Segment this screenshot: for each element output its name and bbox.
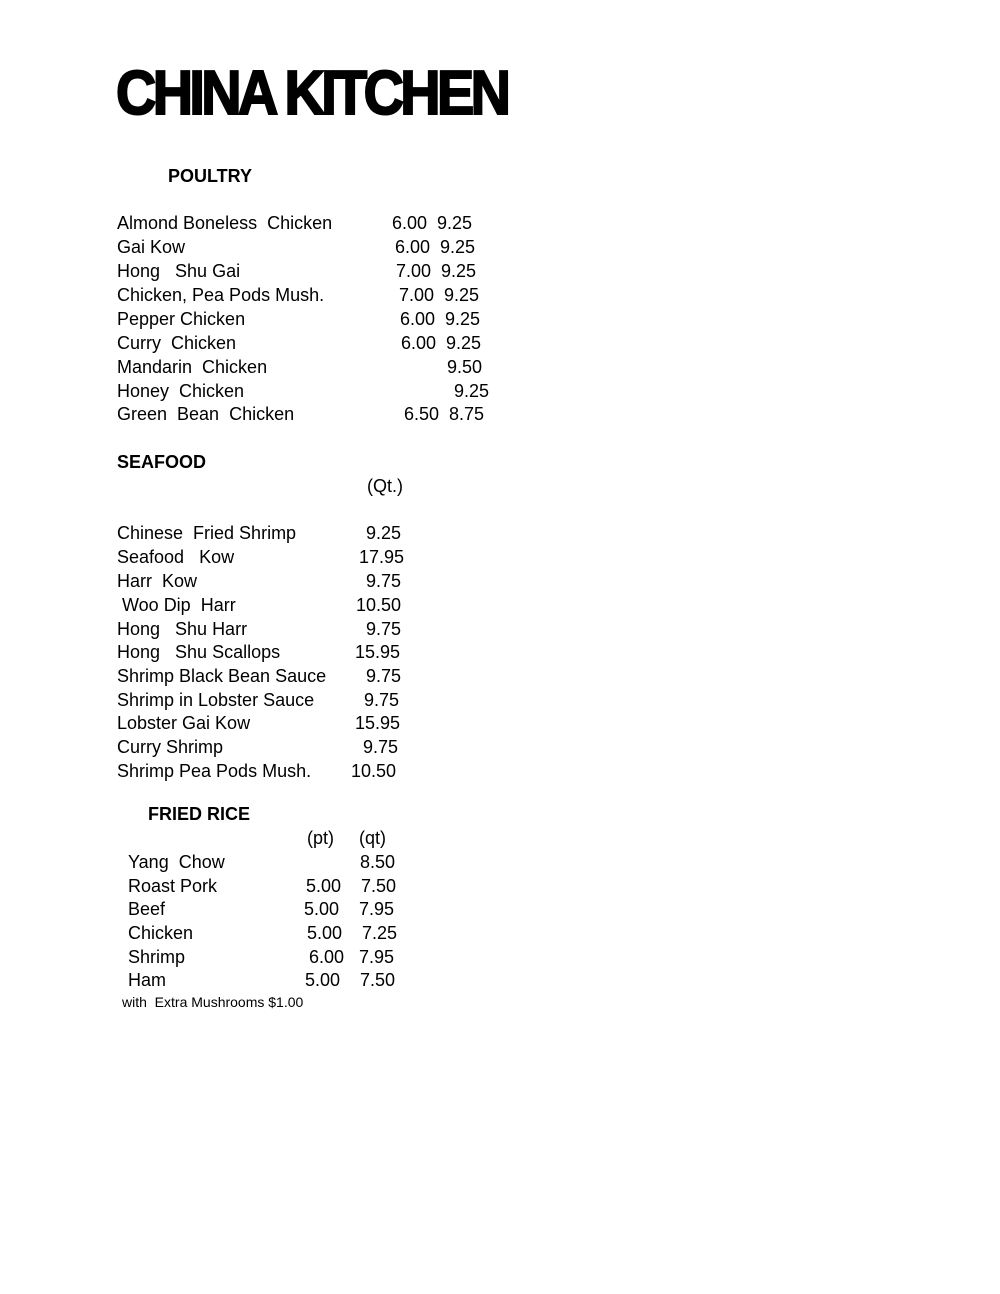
item-price: 15.95 xyxy=(355,713,401,733)
item-name: Curry Chicken xyxy=(117,333,237,353)
item-name: Pepper Chicken xyxy=(117,309,246,329)
item-name: Lobster Gai Kow xyxy=(117,713,251,733)
item-name: Hong Shu Harr xyxy=(117,619,248,639)
page-title: CHINA KITCHEN xyxy=(116,59,508,128)
item-price-qt: 7.95 xyxy=(359,899,395,919)
item-prices: 6.50 8.75 xyxy=(404,404,485,424)
item-price-qt: 8.50 xyxy=(360,852,396,872)
item-name: Gai Kow xyxy=(117,237,186,257)
item-price-qt: 7.25 xyxy=(362,923,398,943)
item-name: Shrimp Black Bean Sauce xyxy=(117,666,327,686)
item-name: Harr Kow xyxy=(117,571,198,591)
extra-mushrooms-note: with Extra Mushrooms $1.00 xyxy=(122,994,304,1010)
section-heading-poultry: POULTRY xyxy=(168,166,252,186)
item-name: Ham xyxy=(128,970,167,990)
item-name: Shrimp xyxy=(128,947,186,967)
item-prices: 9.50 xyxy=(447,357,483,377)
item-name: Chinese Fried Shrimp xyxy=(117,523,297,543)
size-label-qt: (Qt.) xyxy=(367,476,403,496)
item-price-pt: 5.00 xyxy=(305,970,341,990)
item-name: Almond Boneless Chicken xyxy=(117,213,333,233)
item-price: 10.50 xyxy=(351,761,397,781)
item-name: Curry Shrimp xyxy=(117,737,224,757)
item-name: Beef xyxy=(128,899,166,919)
item-name: Woo Dip Harr xyxy=(117,595,236,615)
item-name: Chicken xyxy=(128,923,194,943)
item-price: 9.75 xyxy=(366,619,402,639)
item-price: 9.75 xyxy=(364,690,400,710)
item-price: 9.75 xyxy=(363,737,399,757)
item-prices: 6.00 9.25 xyxy=(395,237,476,257)
item-price: 9.75 xyxy=(366,571,402,591)
item-price-qt: 7.50 xyxy=(361,876,397,896)
item-name: Green Bean Chicken xyxy=(117,404,295,424)
item-name: Chicken, Pea Pods Mush. xyxy=(117,285,325,305)
item-name: Mandarin Chicken xyxy=(117,357,268,377)
item-price: 9.25 xyxy=(366,523,402,543)
section-heading-seafood: SEAFOOD xyxy=(117,452,207,472)
item-name: Shrimp Pea Pods Mush. xyxy=(117,761,312,781)
item-prices: 7.00 9.25 xyxy=(396,261,477,281)
item-price-pt: 5.00 xyxy=(307,923,343,943)
column-header-pt: (pt) xyxy=(307,828,334,848)
item-price-qt: 7.95 xyxy=(359,947,395,967)
item-price-qt: 7.50 xyxy=(360,970,396,990)
item-name: Hong Shu Scallops xyxy=(117,642,281,662)
item-prices: 9.25 xyxy=(454,381,490,401)
item-prices: 7.00 9.25 xyxy=(399,285,480,305)
item-name: Honey Chicken xyxy=(117,381,245,401)
item-prices: 6.00 9.25 xyxy=(392,213,473,233)
item-price: 15.95 xyxy=(355,642,401,662)
item-name: Roast Pork xyxy=(128,876,218,896)
item-price-pt: 5.00 xyxy=(304,899,340,919)
item-price: 10.50 xyxy=(356,595,402,615)
item-price: 17.95 xyxy=(359,547,405,567)
item-name: Shrimp in Lobster Sauce xyxy=(117,690,315,710)
section-heading-fried-rice: FRIED RICE xyxy=(148,804,251,824)
item-price-pt: 5.00 xyxy=(306,876,342,896)
item-price: 9.75 xyxy=(366,666,402,686)
column-header-qt: (qt) xyxy=(359,828,386,848)
item-prices: 6.00 9.25 xyxy=(400,309,481,329)
item-name: Yang Chow xyxy=(128,852,225,872)
item-prices: 6.00 9.25 xyxy=(401,333,482,353)
item-name: Seafood Kow xyxy=(117,547,235,567)
item-name: Hong Shu Gai xyxy=(117,261,241,281)
item-price-pt: 6.00 xyxy=(309,947,345,967)
